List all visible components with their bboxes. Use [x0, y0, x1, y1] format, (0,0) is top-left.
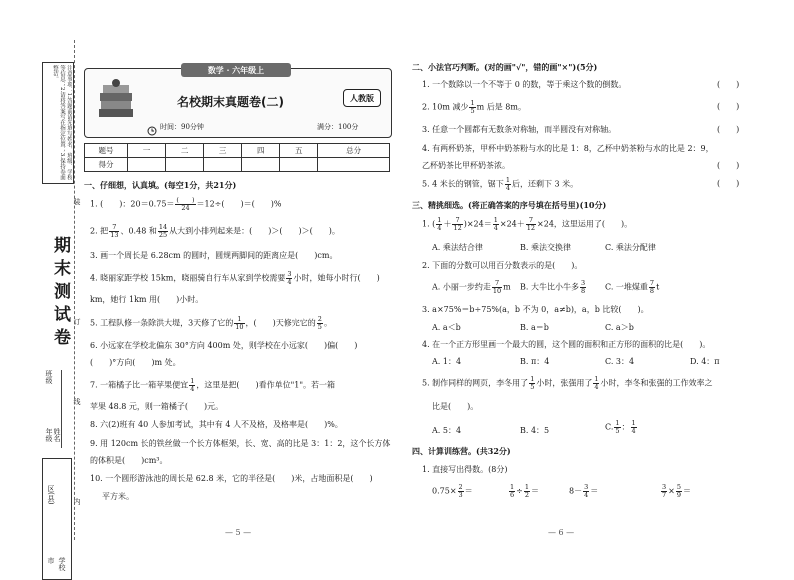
fraction: $\frac{1}{4}$ — [631, 419, 636, 435]
edition-badge: 人教版 — [343, 89, 381, 107]
table-cell: 一 — [128, 144, 166, 158]
fraction: $\frac{3}{7}$ — [662, 483, 667, 499]
binding-sidebar — [40, 58, 81, 571]
question-6: 6. 小远家在学校北偏东 30°方向 400m 处，则学校在小远家( )偏( ) — [90, 341, 358, 350]
fraction: $\frac{1}{4}$ — [190, 377, 195, 393]
total-score: 满分：100分 — [317, 123, 359, 131]
judge-4: 4. 有两杯奶茶，甲杯中奶茶粉与水的比是 1：8，乙杯中奶茶粉与水的比是 2：9， — [422, 144, 714, 153]
fraction: $\frac{3}{4}$ — [584, 483, 589, 499]
option-a[interactable]: A. 5：4 — [432, 426, 462, 435]
table-cell: 二 — [166, 144, 204, 158]
question-text: 5. 4 米长的钢管，锯下 — [422, 179, 504, 189]
fraction: $\frac{1}{4}$ — [437, 216, 442, 232]
question-7 — [90, 378, 335, 393]
question-1 — [90, 197, 281, 212]
notice-box — [42, 62, 74, 184]
choice-3: 3. a×75%＝b÷75%(a，b 不为 0，a≠b)，a，b 比较( )。 — [422, 305, 649, 314]
score-input-cell[interactable] — [318, 158, 390, 172]
cut-mark: 内 — [73, 498, 81, 505]
question-text: 1. ( )：20＝0.75＝ — [90, 199, 175, 209]
calc-item[interactable]: 8－ $\frac{3}{4}$ ＝ — [569, 483, 599, 499]
choice-5-cont: 比是( )。 — [432, 402, 479, 411]
cut-mark: 线 — [73, 398, 81, 405]
fraction: $\frac{1}{5}$ — [530, 375, 535, 391]
city-label: 市 — [47, 557, 55, 564]
table-row — [85, 158, 390, 172]
subsection-heading: 1. 直接写出得数。(8分) — [422, 465, 508, 474]
table-cell: 四 — [242, 144, 280, 158]
option-a[interactable]: A. 1：4 — [432, 357, 462, 366]
option-d[interactable]: D. 4：π — [690, 357, 720, 366]
fraction: $\frac{2}{3}$ — [458, 483, 463, 499]
exam-header — [84, 65, 392, 138]
judge-5 — [422, 177, 578, 192]
judge-1: 1. 一个数除以一个不等于 0 的数，等于乘这个数的倒数。 — [422, 80, 627, 89]
question-9: 9. 用 120cm 长的铁丝做一个长方体框架，长、宽、高的比是 3：1：2，这个长方体 — [90, 439, 391, 448]
option-c[interactable]: C. 一堆煤重 $\frac{7}{8}$ t — [605, 279, 660, 295]
question-2 — [90, 224, 340, 239]
question-5 — [90, 316, 332, 331]
option-b[interactable]: B. 4：5 — [520, 426, 550, 435]
question-text: ，( )天修完它的 — [245, 318, 316, 328]
option-b[interactable]: B. π：4 — [520, 357, 550, 366]
question-8: 8. 六(2)班有 40 人参加考试，其中有 4 人不及格，及格率是( )%。 — [90, 420, 343, 429]
district-label: 区(县) — [47, 485, 55, 505]
calc-item[interactable]: 0.75× $\frac{2}{3}$ ＝ — [432, 483, 473, 499]
question-3: 3. 画一个周长是 6.28cm 的圆时，圆规两脚间的距离应是( )cm。 — [90, 251, 338, 260]
question-10: 10. 一个圆形游泳池的周长是 62.8 米，它的半径是( )米，占地面积是( ) — [90, 474, 373, 483]
option-a[interactable]: A. a＜b — [432, 323, 461, 332]
fraction: $\frac{5}{9}$ — [676, 483, 681, 499]
fraction: $\frac{3}{4}$ — [287, 270, 292, 286]
score-input-cell[interactable] — [204, 158, 242, 172]
binding-line — [74, 40, 75, 540]
table-row — [85, 144, 390, 158]
question-text: 2. 10m 减少 — [422, 102, 469, 112]
option-c[interactable]: C. $\frac{1}{5}$ ： $\frac{1}{4}$ — [605, 419, 636, 435]
score-input-cell[interactable] — [128, 158, 166, 172]
question-4-cont: km，她行 1km 用( )小时。 — [90, 295, 204, 304]
notice-text: 注意事项：1.答题前请先填写姓名、班级、学校等信息；2.请将答案写在指定位置；3.保持卷面整洁。 — [52, 65, 72, 181]
option-a[interactable]: A. 小丽一步约走 $\frac{7}{10}$ m — [432, 279, 511, 295]
fraction: $\frac{3}{8}$ — [580, 279, 586, 295]
section-heading: 一、仔细想，认真填。(每空1分，共21分) — [84, 180, 237, 190]
choice-5: 5. 制作同样的网页，李冬用了 $\frac{1}{5}$ 小时，张强用了 $\frac{1}{4}$ 小时，李冬和张强的工作效率之 — [422, 375, 713, 391]
table-cell: 五 — [280, 144, 318, 158]
fraction: $\frac{7}{12}$ — [453, 216, 462, 232]
section-heading: 四、计算训练营。(共32分) — [412, 446, 511, 456]
score-input-cell[interactable] — [280, 158, 318, 172]
cut-mark: 装 — [73, 198, 81, 205]
score-table — [84, 143, 390, 172]
school-info-box — [42, 458, 72, 580]
choice-1: 1. ( $\frac{1}{4}$ ＋ $\frac{7}{12}$ )×24＝ $\frac{1}{4}$ ×24＋ $\frac{7}{12}$ ×24，这里运用了( )。 — [422, 216, 633, 232]
subject-banner: 数学 · 六年级上 — [181, 63, 291, 77]
table-cell: 总分 — [318, 144, 390, 158]
name-label: 姓名 — [53, 428, 61, 442]
fraction: $\frac{1}{4}$ — [594, 375, 599, 391]
section-heading: 三、精挑细选。(将正确答案的序号填在括号里)(10分) — [412, 200, 607, 210]
fraction: $\frac{1}{10}$ — [235, 315, 244, 331]
calc-item[interactable]: $\frac{1}{6}$ ÷ $\frac{1}{2}$ ＝ — [510, 483, 539, 499]
question-text: 4. 晓丽家距学校 15km，晓丽骑自行车从家到学校需要 — [90, 273, 286, 283]
question-text: 5. 工程队修一条除洪大堤，3天修了它的 — [90, 318, 234, 328]
student-info-box — [42, 370, 64, 448]
question-9-cont: 的体积是( )cm³。 — [90, 456, 168, 465]
judge-4-cont: 乙杯奶茶比甲杯奶茶浓。 — [422, 161, 510, 170]
question-text: 、0.48 和 — [120, 226, 157, 236]
judge-3: 3. 任意一个圆都有无数条对称轴，而半圆没有对称轴。 — [422, 125, 617, 134]
table-cell: 三 — [204, 144, 242, 158]
option-b[interactable]: B. 大牛比小牛多 $\frac{3}{8}$ — [520, 279, 586, 295]
answer-blank[interactable]: ( ) — [717, 179, 740, 188]
calc-item[interactable]: $\frac{3}{7}$ × $\frac{5}{9}$ ＝ — [662, 483, 691, 499]
fraction: $\frac{7}{13}$ — [110, 223, 119, 239]
choice-2: 2. 下面的分数可以用百分数表示的是( )。 — [422, 261, 583, 270]
fraction: $\frac{1}{5}$ — [470, 99, 475, 115]
fraction: $\frac{7}{12}$ — [526, 216, 536, 232]
fraction: $\frac{1}{5}$ — [615, 419, 620, 435]
fraction: $\frac{7}{8}$ — [649, 279, 655, 295]
question-text: 7. 一箱橘子比一箱苹果便宜 — [90, 380, 189, 390]
question-text: 后，还剩下 3 米。 — [511, 179, 579, 189]
table-cell: 得分 — [85, 158, 128, 172]
class-label: 班级 — [45, 370, 53, 384]
question-6-cont: ( )°方向( )m 处。 — [90, 358, 181, 367]
question-text: ＝12÷( )＝( )% — [196, 199, 282, 209]
score-input-cell[interactable] — [166, 158, 204, 172]
option-a[interactable]: A. 乘法结合律 — [432, 243, 483, 252]
page-number: — 5 — — [225, 528, 252, 537]
exam-title: 期末测试卷 — [50, 236, 70, 351]
option-c[interactable]: C. 乘法分配律 — [605, 243, 656, 252]
judge-2 — [422, 100, 526, 115]
option-b[interactable]: B. 乘法交换律 — [520, 243, 571, 252]
choice-4: 4. 在一个正方形里画一个最大的圆，这个圆的面积和正方形的面积的比是( )。 — [422, 340, 711, 349]
option-c[interactable]: C. a＞b — [605, 323, 634, 332]
school-label: 学校 — [58, 557, 66, 571]
question-text: m 后是 8m。 — [476, 102, 526, 112]
question-7-cont: 苹果 48.8 元，则一箱橘子( )元。 — [90, 402, 224, 411]
fraction: $\frac{14}{25}$ — [158, 223, 168, 239]
fraction: $\frac{1}{2}$ — [524, 483, 529, 499]
fraction: $\frac{2}{5}$ — [317, 315, 322, 331]
fraction: $\frac{( )}{24}$ — [176, 196, 195, 212]
time-limit: 时间：90分钟 — [160, 123, 204, 131]
book-stack-icon — [97, 79, 135, 119]
cut-mark: 订 — [73, 318, 81, 325]
page-number: — 6 — — [548, 528, 575, 537]
question-10-cont: 平方米。 — [102, 492, 134, 501]
grade-label: 年级 — [45, 428, 53, 442]
table-cell: 题号 — [85, 144, 128, 158]
option-c[interactable]: C. 3：4 — [605, 357, 635, 366]
question-text: 。 — [323, 318, 332, 328]
question-text: 从大到小排列起来是：( )＞( )＞( )。 — [169, 226, 340, 236]
fraction: $\frac{1}{4}$ — [505, 176, 510, 192]
fraction: $\frac{7}{10}$ — [492, 279, 502, 295]
question-4 — [90, 271, 380, 286]
section-heading: 二、小法官巧判断。(对的画"√"，错的画"×")(5分) — [412, 62, 598, 72]
page-title: 名校期末真题卷(二) — [177, 95, 284, 109]
fraction: $\frac{1}{4}$ — [493, 216, 498, 232]
answer-blank[interactable]: ( ) — [717, 161, 740, 170]
clock-icon — [147, 121, 157, 131]
question-text: 2. 把 — [90, 226, 109, 236]
question-text: 小时，她每小时行( ) — [293, 273, 380, 283]
answer-blank[interactable]: ( ) — [717, 102, 740, 111]
score-input-cell[interactable] — [242, 158, 280, 172]
answer-blank[interactable]: ( ) — [717, 80, 740, 89]
option-b[interactable]: B. a＝b — [520, 323, 549, 332]
answer-blank[interactable]: ( ) — [717, 125, 740, 134]
question-text: ，这里是把( )看作单位"1"。若一箱 — [196, 380, 336, 390]
fraction: $\frac{1}{6}$ — [510, 483, 515, 499]
